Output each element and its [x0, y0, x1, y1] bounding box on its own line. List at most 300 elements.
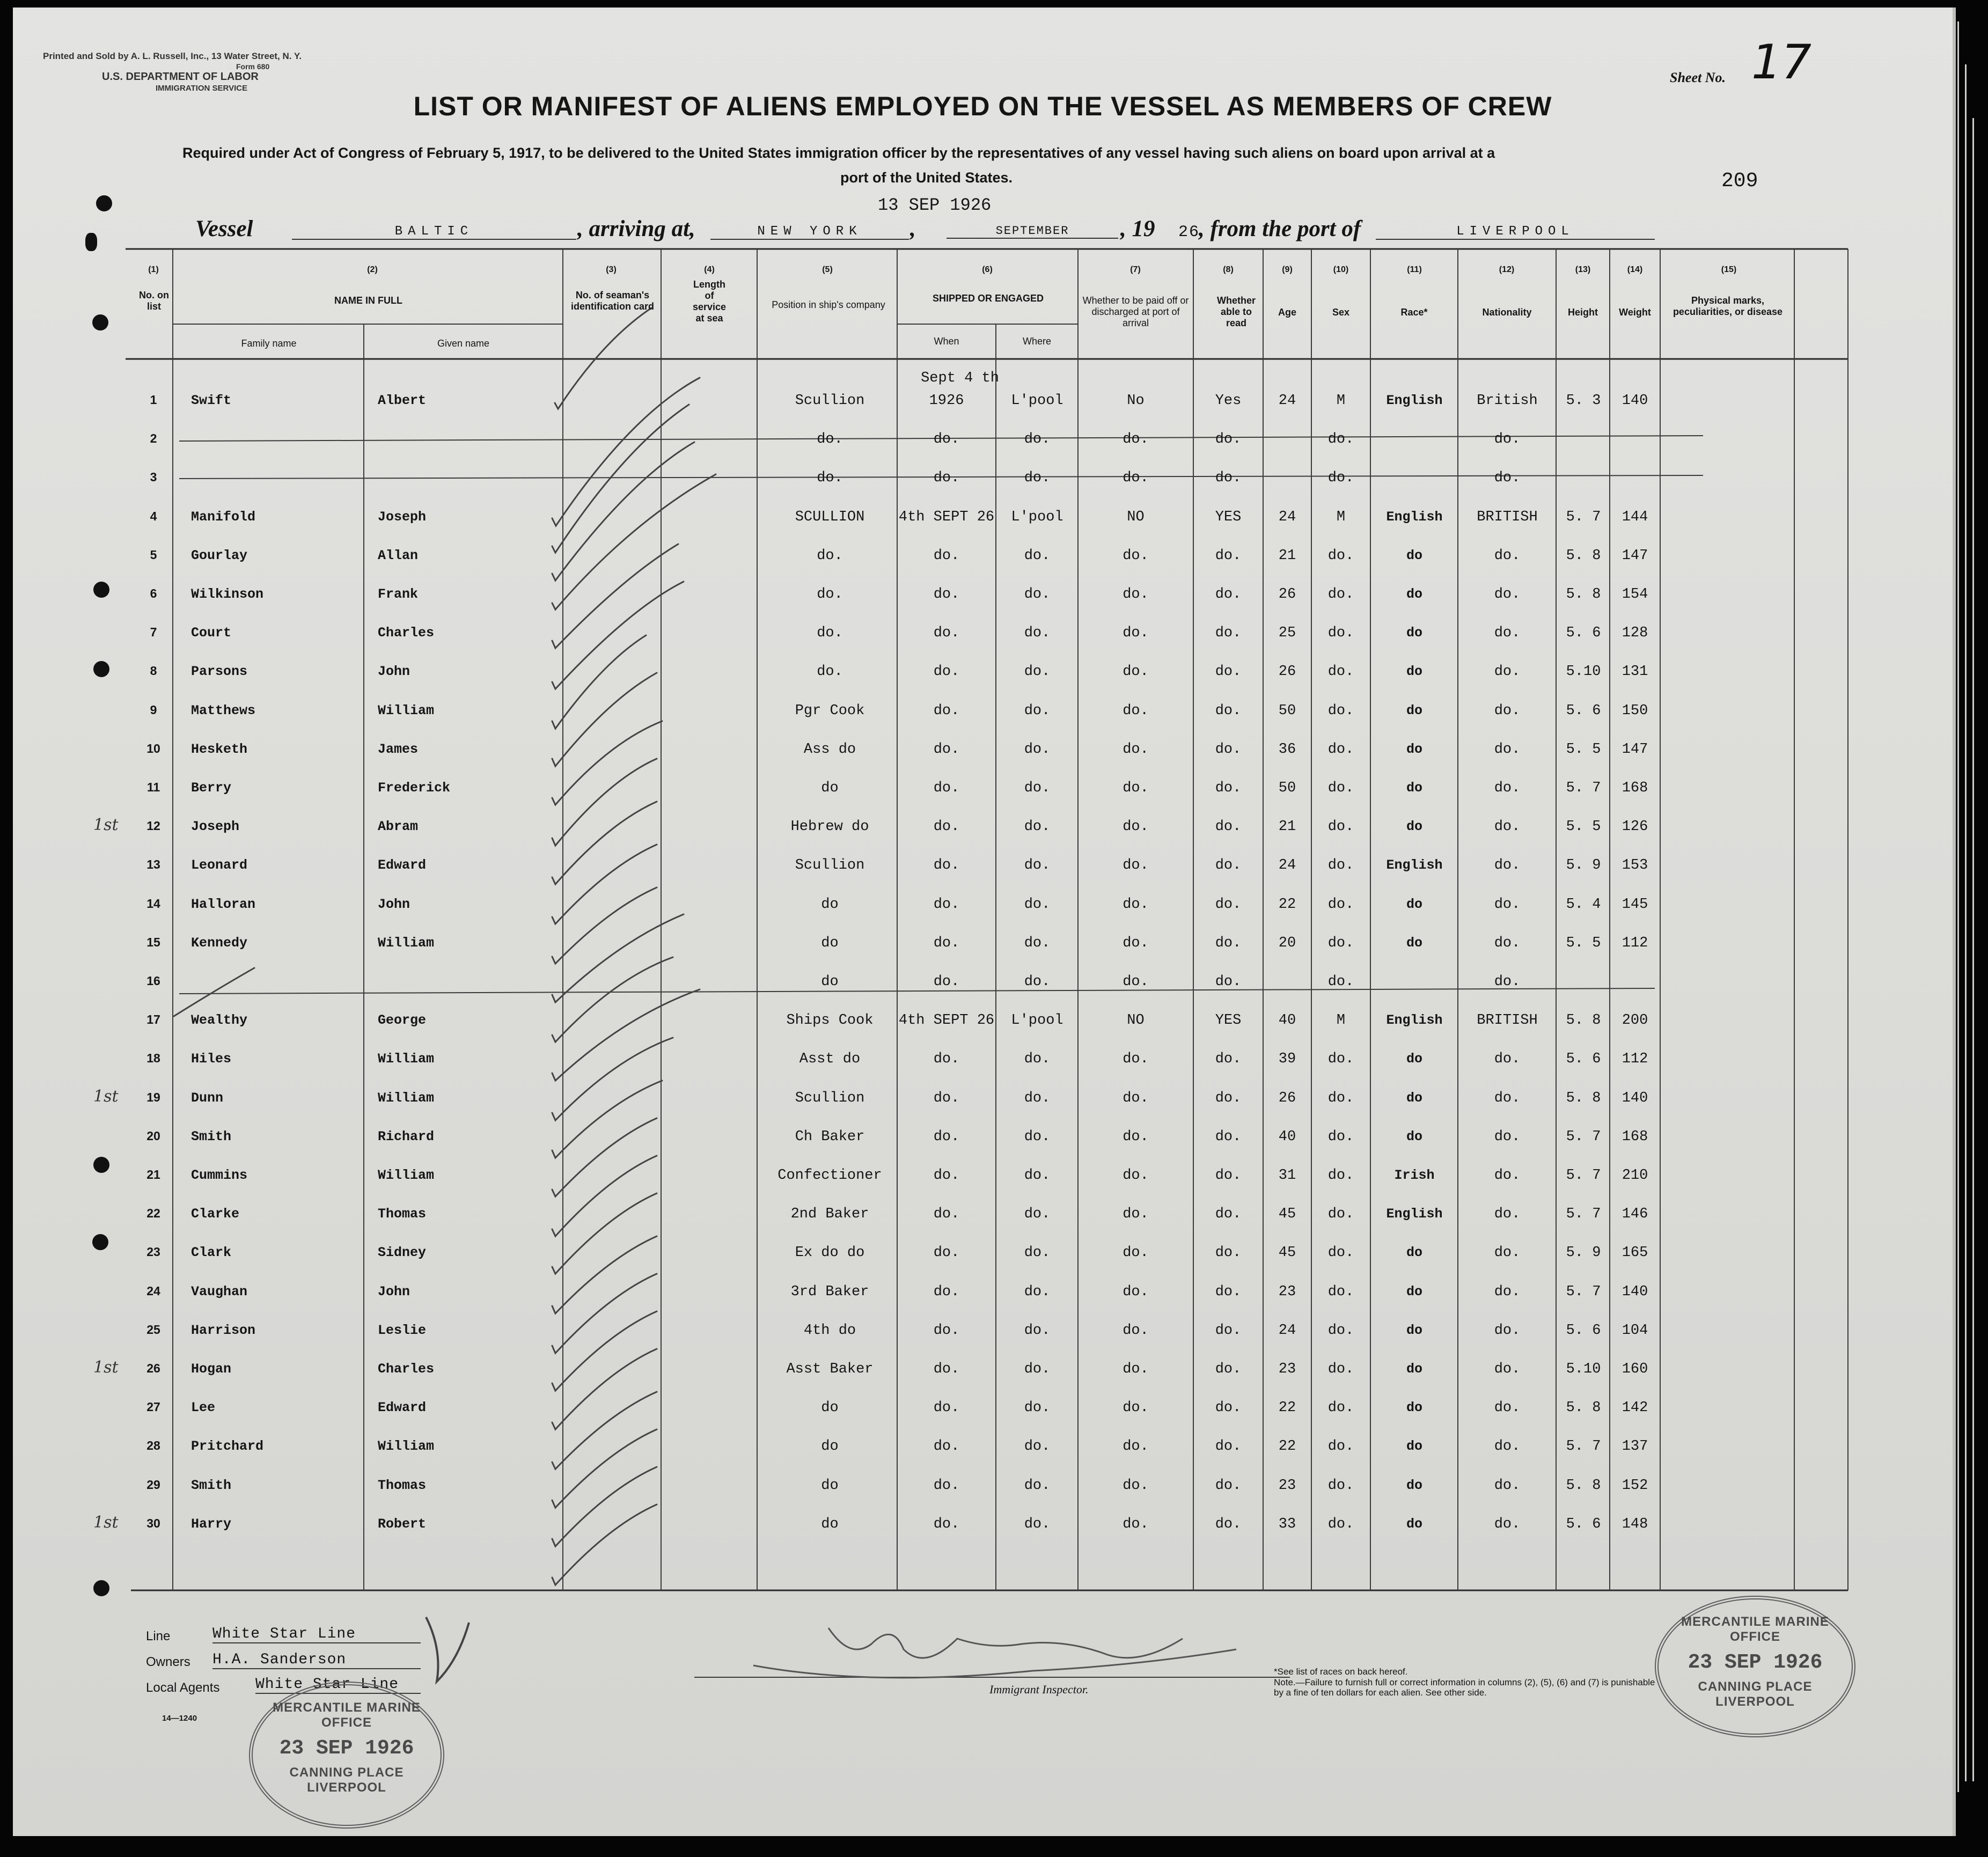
cell-read: do.	[1215, 1206, 1242, 1223]
cell-read: do.	[1215, 819, 1242, 835]
cell-age: 26	[1278, 1090, 1296, 1106]
cell-paid-off: do.	[1123, 470, 1149, 487]
cell-sex: do.	[1327, 935, 1354, 951]
cell-given: Joseph	[378, 509, 427, 525]
col-head-marks: Physical marks, peculiarities, or disease	[1672, 295, 1783, 317]
cell-given: John	[378, 1283, 410, 1300]
cell-family: Cummins	[191, 1168, 248, 1183]
cell-age: 24	[1278, 393, 1296, 409]
cell-family: Gourlay	[191, 547, 248, 563]
cell-sex: do.	[1327, 547, 1354, 564]
from-label: , from the port of	[1199, 216, 1361, 241]
cell-where: do.	[1024, 1477, 1051, 1494]
cell-height: 5. 5	[1566, 741, 1601, 758]
cell-weight: 131	[1622, 664, 1648, 680]
cell-nationality: do.	[1494, 1206, 1521, 1223]
cell-read: Yes	[1215, 393, 1242, 409]
cell-weight: 112	[1622, 935, 1648, 951]
cell-height: 5. 7	[1566, 1206, 1601, 1223]
page-edge	[1965, 64, 1967, 1781]
col-head-read: Whether able to read	[1217, 295, 1256, 328]
cell-age: 21	[1278, 547, 1296, 564]
year-suffix: 26	[1178, 223, 1200, 241]
cell-race: do	[1406, 664, 1422, 680]
cell-position: do.	[817, 470, 843, 487]
cell-given: William	[378, 1438, 435, 1455]
penalty-note: Note.—Failure to furnish full or correct information in columns (2), (5), (6) and (7) is punishable by a fine of ten dollars for each alien. See other side.	[1274, 1677, 1655, 1698]
cell-read: do.	[1215, 935, 1242, 951]
col-num: (13)	[1575, 265, 1591, 274]
cell-age: 50	[1278, 702, 1296, 719]
cell-race: do	[1406, 702, 1422, 718]
cell-nationality: do.	[1494, 1361, 1521, 1377]
cell-given: Frank	[378, 586, 419, 602]
cell-no: 12	[146, 819, 160, 833]
cell-no: 8	[150, 664, 157, 678]
cell-weight: 147	[1622, 741, 1648, 758]
cell-family: Clarke	[191, 1206, 240, 1222]
cell-given: William	[378, 1090, 435, 1106]
cell-where: do.	[1024, 741, 1051, 758]
cell-when: do.	[933, 586, 960, 603]
cell-sex: do.	[1327, 1477, 1354, 1494]
agents-value: White Star Line	[255, 1676, 399, 1693]
cell-weight: 147	[1622, 547, 1648, 564]
col-num: (14)	[1627, 265, 1643, 274]
cell-where: do.	[1024, 664, 1051, 680]
mercantile-marine-stamp	[1655, 1596, 1855, 1737]
cell-weight: 152	[1622, 1477, 1648, 1494]
stamp-text: MERCANTILE MARINE OFFICE	[273, 1700, 421, 1730]
cell-family: Smith	[191, 1128, 232, 1144]
cell-read: YES	[1215, 509, 1242, 525]
cell-sex: do.	[1327, 1245, 1354, 1261]
signature-strokes	[753, 1628, 1236, 1678]
cell-height: 5. 5	[1566, 819, 1601, 835]
cell-no: 9	[150, 702, 157, 717]
cell-nationality: do.	[1494, 974, 1521, 990]
subtitle-line: Required under Act of Congress of February 5, 1917, to be delivered to the United States immigration officer by the representatives of any vessel having such aliens on board upon arrival at a	[182, 145, 1495, 161]
cell-nationality: do.	[1494, 896, 1521, 913]
inspector-label: Immigrant Inspector.	[989, 1683, 1089, 1696]
cell-race: do	[1406, 625, 1422, 641]
cell-no: 20	[146, 1128, 160, 1143]
col-head-paid: Whether to be paid off or discharged at port of arrival	[1082, 295, 1189, 328]
cell-when: do.	[933, 1438, 960, 1455]
cell-given: Charles	[378, 1361, 435, 1377]
cell-no: 4	[150, 509, 157, 523]
cell-position: Scullion	[795, 393, 865, 409]
cell-when: do.	[933, 1361, 960, 1377]
cell-weight: 200	[1622, 1012, 1648, 1029]
cell-weight: 165	[1622, 1245, 1648, 1261]
cell-read: do.	[1215, 664, 1242, 680]
cell-no: 16	[146, 974, 160, 988]
col-num: (15)	[1721, 265, 1737, 274]
cell-given: John	[378, 664, 410, 680]
cell-where: do.	[1024, 1090, 1051, 1106]
col-head-position: Position in ship's company	[772, 299, 885, 310]
cell-where: L'pool	[1011, 393, 1063, 409]
cell-sex: do.	[1327, 470, 1354, 487]
cell-sex: M	[1336, 393, 1346, 409]
cell-race: do	[1406, 819, 1422, 835]
cell-position: Ass do	[803, 741, 856, 758]
cell-where: do.	[1024, 1245, 1051, 1261]
cell-weight: 146	[1622, 1206, 1648, 1223]
cell-height: 5. 7	[1566, 1168, 1601, 1184]
cell-where: do.	[1024, 431, 1051, 448]
cell-where: do.	[1024, 1516, 1051, 1532]
cell-read: do.	[1215, 896, 1242, 913]
cell-height: 5. 7	[1566, 1128, 1601, 1145]
cell-no: 18	[146, 1051, 160, 1066]
cell-no: 23	[146, 1245, 160, 1259]
cell-position: 2nd Baker	[790, 1206, 869, 1223]
cell-read: do.	[1215, 1245, 1242, 1261]
cell-nationality: do.	[1494, 741, 1521, 758]
cell-position: Pgr Cook	[795, 702, 865, 719]
line-label: Line	[146, 1629, 171, 1643]
cell-height: 5.10	[1566, 1361, 1601, 1377]
races-note: *See list of races on back hereof.	[1274, 1667, 1408, 1677]
margin-note: 1st	[93, 1087, 119, 1106]
cell-when: do.	[933, 780, 960, 796]
cell-when: do.	[933, 1168, 960, 1184]
cell-paid-off: do.	[1123, 857, 1149, 874]
cell-age: 22	[1278, 1438, 1296, 1455]
cell-family: Lee	[191, 1400, 216, 1416]
cell-position: Hebrew do	[790, 819, 869, 835]
cell-read: do.	[1215, 1168, 1242, 1184]
cell-paid-off: do.	[1123, 1322, 1149, 1339]
cell-sex: do.	[1327, 1051, 1354, 1068]
cell-when: do.	[933, 857, 960, 874]
cell-where: do.	[1024, 819, 1051, 835]
cell-height: 5. 9	[1566, 1245, 1601, 1261]
col-num: (2)	[367, 265, 378, 274]
cell-when: 4th SEPT 26	[898, 509, 995, 525]
cell-race: do	[1406, 1477, 1422, 1493]
stamp-text: CANNING PLACE LIVERPOOL	[1698, 1679, 1813, 1709]
cell-race: do	[1406, 780, 1422, 796]
cell-sex: M	[1336, 1012, 1346, 1029]
cell-given: Allan	[378, 547, 419, 563]
col-num: (8)	[1223, 265, 1234, 274]
cell-height: 5. 9	[1566, 857, 1601, 874]
cell-sex: do.	[1327, 1090, 1354, 1106]
cell-family: Joseph	[191, 819, 240, 835]
line-value: White Star Line	[212, 1626, 356, 1642]
col-num: (12)	[1499, 265, 1515, 274]
cell-sex: do.	[1327, 819, 1354, 835]
sheet-number: 17	[1751, 34, 1811, 90]
cell-when: do.	[933, 1051, 960, 1068]
cell-where: do.	[1024, 625, 1051, 642]
cell-family: Court	[191, 625, 232, 641]
cell-age: 23	[1278, 1283, 1296, 1300]
footer-marks	[13, 8, 1953, 1836]
cell-position: Ships Cook	[786, 1012, 874, 1029]
cell-no: 3	[150, 470, 157, 485]
cell-race: Irish	[1394, 1168, 1435, 1183]
cell-weight: 168	[1622, 780, 1648, 796]
margin-note: 1st	[93, 1513, 119, 1532]
cell-given: Thomas	[378, 1477, 427, 1493]
cell-height: 5. 6	[1566, 1322, 1601, 1339]
cell-no: 29	[146, 1477, 160, 1492]
page-edge	[1972, 118, 1974, 1781]
cell-weight: 150	[1622, 702, 1648, 719]
cell-given: Charles	[378, 625, 435, 641]
cell-position: do	[821, 1400, 839, 1416]
cell-family: Matthews	[191, 702, 256, 718]
cell-paid-off: do.	[1123, 625, 1149, 642]
cell-race: do	[1406, 896, 1422, 912]
cell-when: do.	[933, 1128, 960, 1145]
cell-where: do.	[1024, 1322, 1051, 1339]
cell-race: do	[1406, 1400, 1422, 1416]
cell-paid-off: do.	[1123, 1361, 1149, 1377]
cell-age: 31	[1278, 1168, 1296, 1184]
cell-weight: 142	[1622, 1400, 1648, 1416]
cell-no: 19	[146, 1090, 160, 1104]
cell-height: 5. 8	[1566, 1090, 1601, 1106]
cell-when: do.	[933, 819, 960, 835]
cell-no: 7	[150, 625, 157, 640]
cell-position: Ch Baker	[795, 1128, 865, 1145]
cell-when: do.	[933, 1516, 960, 1532]
cell-given: John	[378, 896, 410, 912]
cell-position: Scullion	[795, 1090, 865, 1106]
arrival-date-stamp: 13 SEP 1926	[878, 195, 992, 215]
cell-age: 36	[1278, 741, 1296, 758]
col-num: (1)	[148, 265, 159, 274]
form-number: 14—1240	[162, 1714, 197, 1723]
cell-position: Scullion	[795, 857, 865, 874]
cell-sex: M	[1336, 509, 1346, 525]
cell-race: do	[1406, 1322, 1422, 1338]
cell-read: do.	[1215, 1051, 1242, 1068]
cell-no: 5	[150, 547, 157, 562]
cell-read: do.	[1215, 1477, 1242, 1494]
margin-note: 1st	[93, 1358, 119, 1377]
cell-read: YES	[1215, 1012, 1242, 1029]
cell-read: do.	[1215, 431, 1242, 448]
cell-family: Hiles	[191, 1051, 232, 1067]
cell-age: 50	[1278, 780, 1296, 796]
cell-age: 20	[1278, 935, 1296, 951]
cell-read: do.	[1215, 780, 1242, 796]
margin-note: 1st	[93, 816, 119, 835]
cell-where: do.	[1024, 702, 1051, 719]
cell-age: 45	[1278, 1206, 1296, 1223]
cell-sex: do.	[1327, 1283, 1354, 1300]
cell-when: do.	[933, 1283, 960, 1300]
cell-nationality: do.	[1494, 1400, 1521, 1416]
cell-family: Kennedy	[191, 935, 248, 951]
cell-race: do	[1406, 935, 1422, 951]
col-head-sex: Sex	[1332, 307, 1350, 318]
cell-read: do.	[1215, 470, 1242, 487]
cell-where: do.	[1024, 780, 1051, 796]
cell-position: do	[821, 896, 839, 913]
year-prefix: , 19	[1120, 216, 1155, 241]
stamp-text: CANNING PLACE LIVERPOOL	[289, 1765, 404, 1795]
cell-read: do.	[1215, 741, 1242, 758]
cell-height: 5. 8	[1566, 586, 1601, 603]
stamp-text: MERCANTILE MARINE OFFICE	[1681, 1614, 1829, 1644]
cell-position: 4th do	[803, 1322, 856, 1339]
cell-sex: do.	[1327, 1128, 1354, 1145]
cell-paid-off: do.	[1123, 1438, 1149, 1455]
cell-height: 5. 7	[1566, 780, 1601, 796]
owners-label: Owners	[146, 1655, 190, 1669]
cell-given: William	[378, 702, 435, 718]
cell-nationality: do.	[1494, 1283, 1521, 1300]
cell-race: do	[1406, 1090, 1422, 1106]
cell-paid-off: do.	[1123, 896, 1149, 913]
mercantile-marine-stamp	[249, 1682, 444, 1829]
cell-no: 22	[146, 1206, 160, 1221]
cell-nationality: BRITISH	[1477, 1012, 1538, 1029]
cell-height: 5. 4	[1566, 896, 1601, 913]
cell-paid-off: NO	[1127, 509, 1145, 525]
cell-paid-off: do.	[1123, 1090, 1149, 1106]
cell-nationality: do.	[1494, 664, 1521, 680]
cell-family: Dunn	[191, 1090, 224, 1106]
cell-age: 26	[1278, 664, 1296, 680]
vessel-label: Vessel	[195, 216, 253, 241]
cell-read: do.	[1215, 1516, 1242, 1532]
cell-paid-off: do.	[1123, 702, 1149, 719]
cell-sex: do.	[1327, 780, 1354, 796]
cell-no: 21	[146, 1168, 160, 1181]
cell-height: 5. 7	[1566, 1438, 1601, 1455]
cell-when-date: Sept 4 th	[921, 370, 999, 386]
cell-race: do	[1406, 741, 1422, 757]
cell-weight: 140	[1622, 1090, 1648, 1106]
arrival-port: NEW YORK	[710, 224, 909, 240]
page-title: LIST OR MANIFEST OF ALIENS EMPLOYED ON THE VESSEL AS MEMBERS OF CREW	[413, 91, 1552, 121]
cell-where: do.	[1024, 1438, 1051, 1455]
cell-paid-off: do.	[1123, 1516, 1149, 1532]
cell-sex: do.	[1327, 857, 1354, 874]
cell-position: do.	[817, 431, 843, 448]
cell-height: 5. 6	[1566, 1051, 1601, 1068]
printer-line: Form 680	[236, 62, 270, 71]
cell-family: Parsons	[191, 664, 248, 680]
col-num: (3)	[606, 265, 617, 274]
col-num: (5)	[822, 265, 833, 274]
agents-label: Local Agents	[146, 1680, 220, 1695]
cell-nationality: do.	[1494, 780, 1521, 796]
owners-value: H.A. Sanderson	[212, 1652, 347, 1668]
cell-nationality: do.	[1494, 586, 1521, 603]
cell-paid-off: do.	[1123, 431, 1149, 448]
col-head-service: Length of service at sea	[692, 279, 727, 324]
col-head-age: Age	[1278, 307, 1296, 318]
cell-age: 22	[1278, 896, 1296, 913]
printer-line: U.S. DEPARTMENT OF LABOR	[102, 71, 259, 83]
stamp-date: 23 SEP 1926	[279, 1737, 414, 1760]
subtitle-line: port of the United States.	[840, 170, 1013, 186]
cell-when: do.	[933, 1245, 960, 1261]
cell-race: do	[1406, 1361, 1422, 1377]
comma: ,	[910, 216, 916, 241]
cell-paid-off: do.	[1123, 1128, 1149, 1145]
cell-where: do.	[1024, 1361, 1051, 1377]
cell-height: 5. 6	[1566, 625, 1601, 642]
cell-paid-off: do.	[1123, 1206, 1149, 1223]
cell-race: do	[1406, 1128, 1422, 1144]
cell-given: Edward	[378, 857, 427, 874]
cell-nationality: do.	[1494, 1245, 1521, 1261]
cell-age: 24	[1278, 509, 1296, 525]
col-head-card: No. of seaman's identification card	[570, 290, 655, 312]
col-num: (9)	[1282, 265, 1293, 274]
cell-family: Manifold	[191, 509, 256, 525]
cell-no: 30	[146, 1516, 160, 1530]
cell-no: 2	[150, 431, 157, 446]
cell-race: do	[1406, 1283, 1422, 1300]
cell-family: Hesketh	[191, 741, 248, 757]
cell-sex: do.	[1327, 1361, 1354, 1377]
cell-nationality: do.	[1494, 470, 1521, 487]
cell-paid-off: do.	[1123, 664, 1149, 680]
cell-position: do	[821, 935, 839, 951]
cell-height: 5. 8	[1566, 1400, 1601, 1416]
cell-position: Ex do do	[795, 1245, 865, 1261]
cell-where: do.	[1024, 935, 1051, 951]
cell-when: 4th SEPT 26	[898, 1012, 995, 1029]
cell-paid-off: do.	[1123, 1245, 1149, 1261]
cell-weight: 210	[1622, 1168, 1648, 1184]
cell-paid-off: do.	[1123, 1168, 1149, 1184]
cell-when: do.	[933, 1206, 960, 1223]
cell-age: 23	[1278, 1477, 1296, 1494]
list-code: 209	[1721, 170, 1758, 193]
cell-race: English	[1386, 1206, 1443, 1222]
cell-nationality: do.	[1494, 857, 1521, 874]
cell-position: do.	[817, 547, 843, 564]
bracket-mark	[426, 1617, 469, 1682]
cell-read: do.	[1215, 857, 1242, 874]
cell-position: do	[821, 1516, 839, 1532]
cell-when: do.	[933, 1322, 960, 1339]
cell-paid-off: do.	[1123, 1400, 1149, 1416]
cell-sex: do.	[1327, 625, 1354, 642]
printer-line: IMMIGRATION SERVICE	[156, 84, 248, 93]
cell-where: do.	[1024, 857, 1051, 874]
cell-age: 26	[1278, 586, 1296, 603]
cell-nationality: do.	[1494, 1516, 1521, 1532]
cell-family: Berry	[191, 780, 232, 796]
cell-weight: 112	[1622, 1051, 1648, 1068]
cell-where: do.	[1024, 1051, 1051, 1068]
cell-when: do.	[933, 1400, 960, 1416]
cell-race: do	[1406, 1245, 1422, 1261]
cell-height: 5. 8	[1566, 547, 1601, 564]
cell-when: 1926	[929, 393, 964, 409]
cell-read: do.	[1215, 1283, 1242, 1300]
cell-weight: 104	[1622, 1322, 1648, 1339]
cell-height: 5. 8	[1566, 1477, 1601, 1494]
cell-read: do.	[1215, 625, 1242, 642]
cell-when: do.	[933, 935, 960, 951]
cell-position: Asst Baker	[786, 1361, 874, 1377]
cell-race: English	[1386, 857, 1443, 874]
